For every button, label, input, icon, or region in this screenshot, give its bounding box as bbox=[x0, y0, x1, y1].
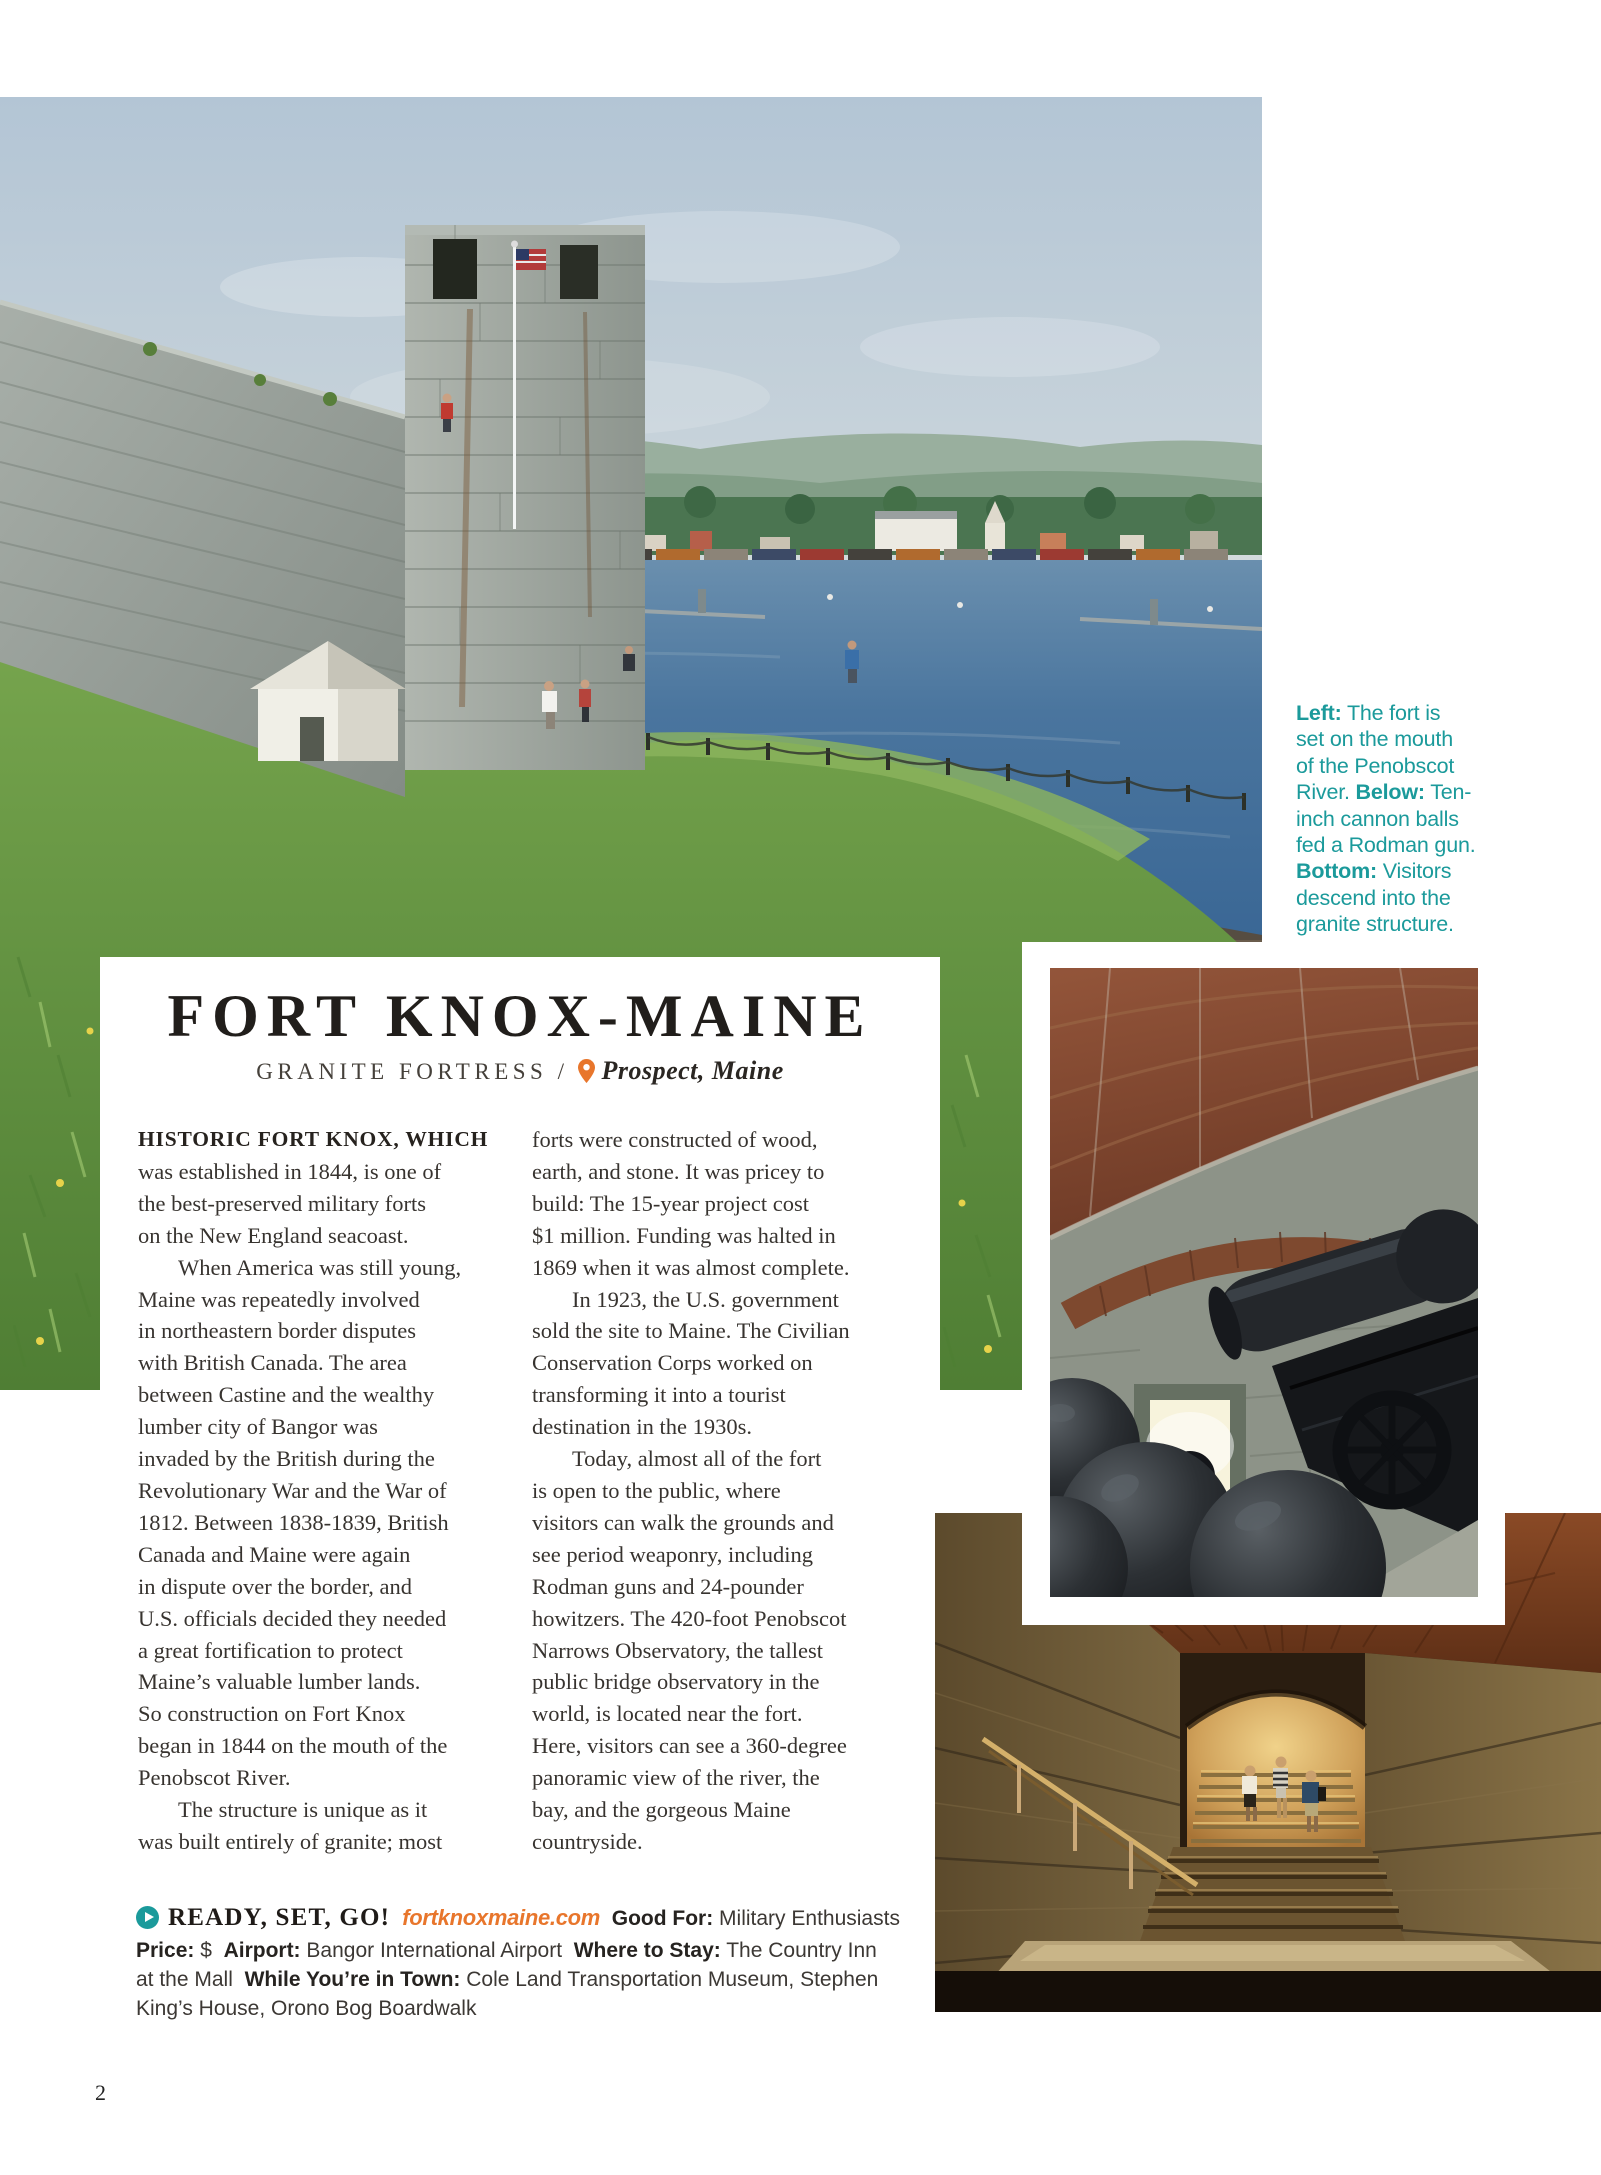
body-text-line: visitors can walk the grounds and bbox=[532, 1509, 834, 1535]
body-text-line: Today, almost all of the fort bbox=[572, 1446, 822, 1472]
caption-line: descend into the bbox=[1296, 885, 1451, 910]
body-text-line: public bridge observatory in the bbox=[532, 1669, 820, 1695]
location-pin-icon bbox=[578, 1059, 595, 1088]
body-text-line: invaded by the British during the bbox=[138, 1446, 435, 1472]
body-text-line: Narrows Observatory, the tallest bbox=[532, 1637, 823, 1663]
cannonballs-photo bbox=[1050, 968, 1478, 1597]
caption-line: River. Below: Ten- bbox=[1296, 780, 1472, 805]
body-text-line: So construction on Fort Knox bbox=[138, 1701, 406, 1727]
body-text-line: was established in 1844, is one of bbox=[138, 1158, 442, 1184]
body-text-line: is open to the public, where bbox=[532, 1477, 781, 1503]
body-text-line: build: The 15-year project cost bbox=[532, 1190, 809, 1216]
body-text-line: Conservation Corps worked on bbox=[532, 1350, 813, 1376]
body-text-line: sold the site to Maine. The Civilian bbox=[532, 1318, 850, 1344]
article-kicker bbox=[100, 1056, 940, 1088]
body-text-line: world, is located near the fort. bbox=[532, 1701, 803, 1727]
body-text-line: in northeastern border disputes bbox=[138, 1318, 417, 1344]
location-text: Prospect, Maine bbox=[601, 1056, 784, 1085]
body-text-line: When America was still young, bbox=[178, 1254, 462, 1280]
body-text-line: U.S. officials decided they needed bbox=[138, 1605, 447, 1631]
caption-line: granite structure. bbox=[1296, 912, 1454, 937]
body-text-line: on the New England seacoast. bbox=[138, 1222, 409, 1248]
ready-set-go-line-1 bbox=[136, 1903, 946, 1933]
body-text-line: countryside. bbox=[532, 1828, 643, 1854]
caption-line: inch cannon balls bbox=[1296, 806, 1459, 831]
caption-line: Bottom: Visitors bbox=[1296, 859, 1452, 884]
trip-details-line: Price: $ Airport: Bangor International Airport Where to Stay: The Country Inn bbox=[136, 1939, 877, 1962]
ready-set-go-heading: READY, SET, GO! bbox=[168, 1904, 391, 1931]
body-text-line: earth, and stone. It was pricey to bbox=[532, 1158, 825, 1184]
good-for-text: Good For: Military Enthusiasts bbox=[611, 1907, 900, 1930]
ready-set-go-section bbox=[136, 1903, 946, 2023]
caption-line: Left: The fort is bbox=[1296, 701, 1441, 725]
body-text-line: in dispute over the border, and bbox=[138, 1573, 413, 1599]
page-number: 2 bbox=[95, 2080, 106, 2105]
body-text-line: see period weaponry, including bbox=[532, 1541, 813, 1567]
article-column-1 bbox=[138, 1124, 510, 1858]
article-column-2 bbox=[532, 1124, 904, 1858]
body-text-line: $1 million. Funding was halted in bbox=[532, 1222, 836, 1248]
body-text-line: In 1923, the U.S. government bbox=[572, 1286, 839, 1312]
body-text-line: HISTORIC FORT KNOX, WHICH bbox=[138, 1127, 489, 1151]
body-text-line: howitzers. The 420-foot Penobscot bbox=[532, 1605, 847, 1631]
cannonballs-illustration bbox=[1050, 968, 1478, 1597]
cannonballs-photo-frame bbox=[1022, 942, 1505, 1625]
caption-line: of the Penobscot bbox=[1296, 753, 1455, 778]
body-text-line: Maine’s valuable lumber lands. bbox=[138, 1669, 421, 1695]
body-text-line: Penobscot River. bbox=[138, 1765, 291, 1791]
body-text-line: a great fortification to protect bbox=[138, 1637, 403, 1663]
body-text-line: between Castine and the wealthy bbox=[138, 1382, 435, 1408]
trip-details bbox=[136, 1936, 946, 2023]
caption-line: set on the mouth bbox=[1296, 727, 1453, 752]
body-text-line: 1812. Between 1838-1839, British bbox=[138, 1509, 449, 1535]
article-title: FORT KNOX-MAINE bbox=[167, 983, 873, 1049]
body-text-line: Here, visitors can see a 360-degree bbox=[532, 1733, 847, 1759]
body-text-line: The structure is unique as it bbox=[178, 1797, 428, 1823]
body-text-line: bay, and the gorgeous Maine bbox=[532, 1797, 791, 1823]
body-text-line: Revolutionary War and the War of bbox=[138, 1477, 447, 1503]
body-text-line: forts were constructed of wood, bbox=[532, 1127, 818, 1152]
trip-details-line: at the Mall While You’re in Town: Cole Land Transportation Museum, Stephen bbox=[136, 1968, 879, 1991]
body-text-line: was built entirely of granite; most bbox=[138, 1828, 443, 1854]
kicker-text: GRANITE FORTRESS / bbox=[256, 1059, 569, 1084]
play-icon bbox=[136, 1906, 159, 1929]
body-text-line: 1869 when it was almost complete. bbox=[532, 1254, 850, 1280]
body-text-line: Maine was repeatedly involved bbox=[138, 1286, 420, 1312]
body-text-line: Canada and Maine were again bbox=[138, 1541, 411, 1567]
body-text-line: panoramic view of the river, the bbox=[532, 1765, 820, 1791]
photo-caption bbox=[1296, 700, 1488, 938]
body-text-line: Rodman guns and 24-pounder bbox=[532, 1573, 804, 1599]
body-text-line: lumber city of Bangor was bbox=[138, 1414, 378, 1440]
body-text-line: with British Canada. The area bbox=[138, 1350, 407, 1376]
website-link[interactable]: fortknoxmaine.com bbox=[402, 1905, 601, 1930]
body-text-line: began in 1844 on the mouth of the bbox=[138, 1733, 448, 1759]
trip-details-line: King’s House, Orono Bog Boardwalk bbox=[136, 1997, 477, 2020]
body-text-line: transforming it into a tourist bbox=[532, 1382, 786, 1408]
body-text-line: destination in the 1930s. bbox=[532, 1414, 752, 1440]
caption-line: fed a Rodman gun. bbox=[1296, 833, 1476, 858]
body-text-line: the best-preserved military forts bbox=[138, 1190, 427, 1216]
